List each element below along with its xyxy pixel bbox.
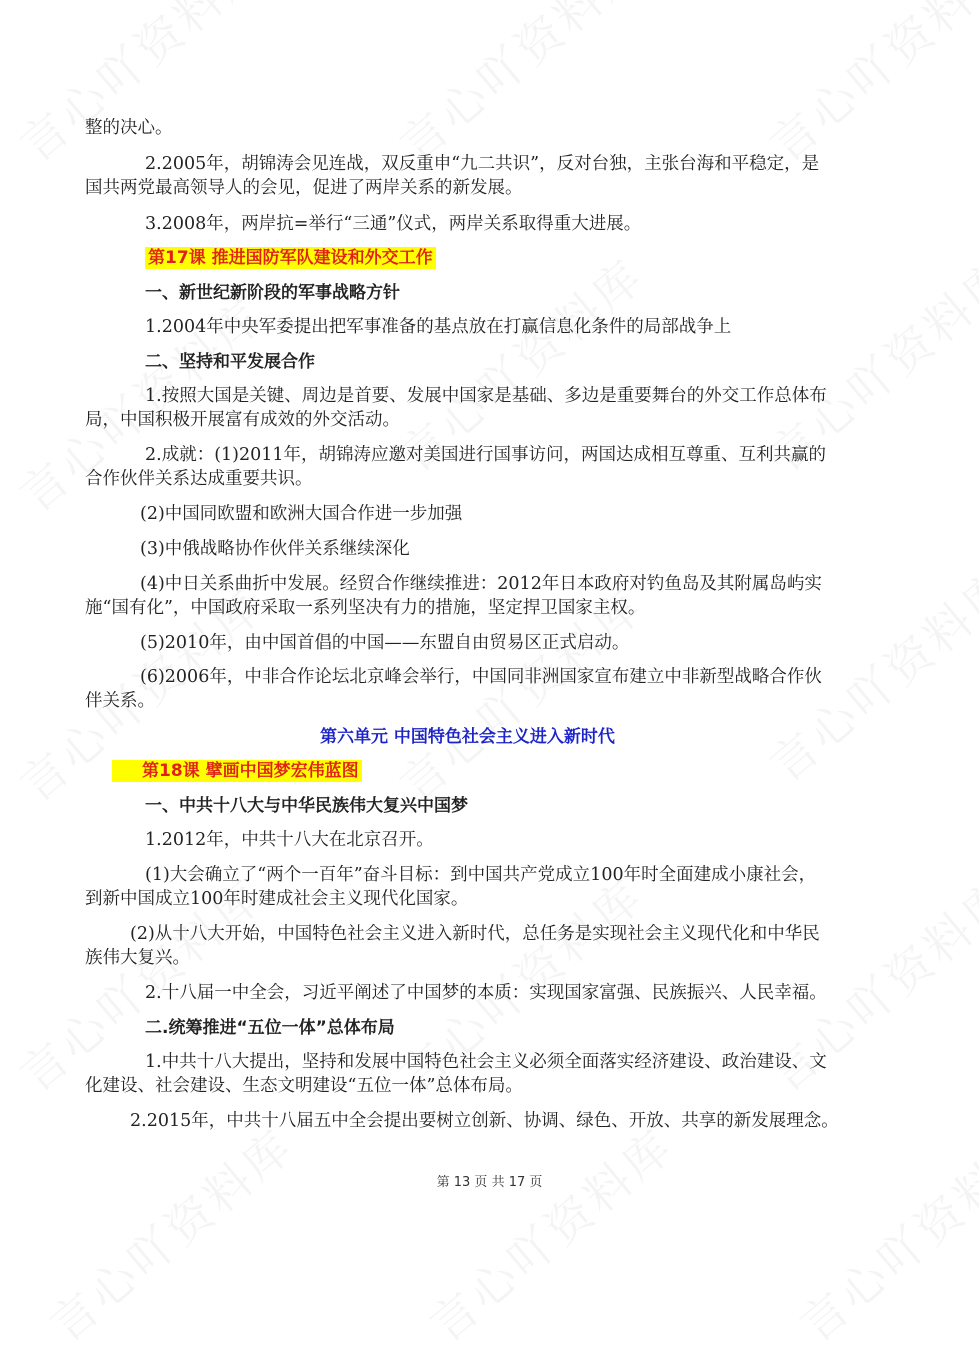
paragraph-line: 3.2008年，两岸抗=举行“三通”仪式，两岸关系取得重大进展。 — [145, 214, 642, 234]
paragraph-line: 族伟大复兴。 — [85, 948, 190, 968]
section-heading: 一、新世纪新阶段的军事战略方针 — [145, 283, 400, 303]
paragraph-line: 伴关系。 — [85, 691, 155, 711]
paragraph-line: 2.2015年，中共十八届五中全会提出要树立创新、协调、绿色、开放、共享的新发展理念。 — [130, 1111, 839, 1131]
paragraph-line: (1)大会确立了“两个一百年”奋斗目标：到中国共产党成立100年时全面建成小康社会， — [145, 865, 817, 885]
section-heading: 二、坚持和平发展合作 — [145, 352, 315, 372]
paragraph-line: 2.十八届一中全会，习近平阐述了中国梦的本质：实现国家富强、民族振兴、人民幸福。 — [145, 983, 827, 1003]
paragraph-line: (4)中日关系曲折中发展。经贸合作继续推进：2012年日本政府对钓鱼岛及其附属岛屿实 — [140, 574, 822, 594]
watermark — [414, 1111, 686, 1354]
paragraph-line: 1.2012年，中共十八大在北京召开。 — [145, 830, 434, 850]
lesson-title: 第18课 擘画中国梦宏伟蓝图 — [112, 760, 362, 782]
paragraph-line: 国共两党最高领导人的会见，促进了两岸关系的新发展。 — [85, 178, 523, 198]
lesson-18-heading — [112, 760, 922, 782]
lesson-title: 第17课 推进国防军队建设和外交工作 — [145, 247, 436, 269]
paragraph-line: 化建设、社会建设、生态文明建设“五位一体”总体布局。 — [85, 1076, 523, 1096]
paragraph-line: 2.2005年，胡锦涛会见连战，双反重申“九二共识”，反对台独，主张台海和平稳定，是 — [145, 154, 820, 174]
lesson-17-heading — [145, 247, 955, 269]
paragraph-line: 合作伙伴关系达成重要共识。 — [85, 469, 313, 489]
paragraph-line: (2)中国同欧盟和欧洲大国合作进一步加强 — [140, 504, 463, 524]
watermark — [4, 0, 276, 175]
paragraph-line: 到新中国成立100年时建成社会主义现代化国家。 — [85, 889, 469, 909]
watermark — [754, 0, 979, 175]
paragraph-line: 整的决心。 — [85, 118, 173, 138]
paragraph-line: (6)2006年，中非合作论坛北京峰会举行，中国同非洲国家宣布建立中非新型战略合作伙 — [140, 667, 822, 687]
watermark — [34, 1111, 306, 1354]
section-heading: 一、中共十八大与中华民族伟大复兴中国梦 — [145, 796, 468, 816]
paragraph-line: (2)从十八大开始，中国特色社会主义进入新时代，总任务是实现社会主义现代化和中华民 — [130, 924, 820, 944]
paragraph-line: 施“国有化”，中国政府采取一系列坚决有力的措施，坚定捍卫国家主权。 — [85, 598, 646, 618]
paragraph-line: 1.按照大国是关键、周边是首要、发展中国家是基础、多边是重要舞台的外交工作总体布 — [145, 386, 827, 406]
watermark — [784, 1111, 979, 1354]
unit-heading: 第六单元 中国特色社会主义进入新时代 — [320, 727, 615, 747]
paragraph-line: 1.中共十八大提出，坚持和发展中国特色社会主义必须全面落实经济建设、政治建设、文 — [145, 1052, 827, 1072]
section-heading: 二.统筹推进“五位一体”总体布局 — [145, 1018, 395, 1038]
paragraph-line: 局，中国积极开展富有成效的外交活动。 — [85, 410, 400, 430]
paragraph-line: (3)中俄战略协作伙伴关系继续深化 — [140, 539, 410, 559]
page-number-footer: 第 13 页 共 17 页 — [436, 1175, 543, 1190]
paragraph-line: 1.2004年中央军委提出把军事准备的基点放在打赢信息化条件的局部战争上 — [145, 317, 732, 337]
paragraph-line: 2.成就：(1)2011年，胡锦涛应邀对美国进行国事访问，两国达成相互尊重、互利共赢的 — [145, 445, 827, 465]
paragraph-line: (5)2010年，由中国首倡的中国——东盟自由贸易区正式启动。 — [140, 633, 630, 653]
watermark — [384, 0, 656, 175]
